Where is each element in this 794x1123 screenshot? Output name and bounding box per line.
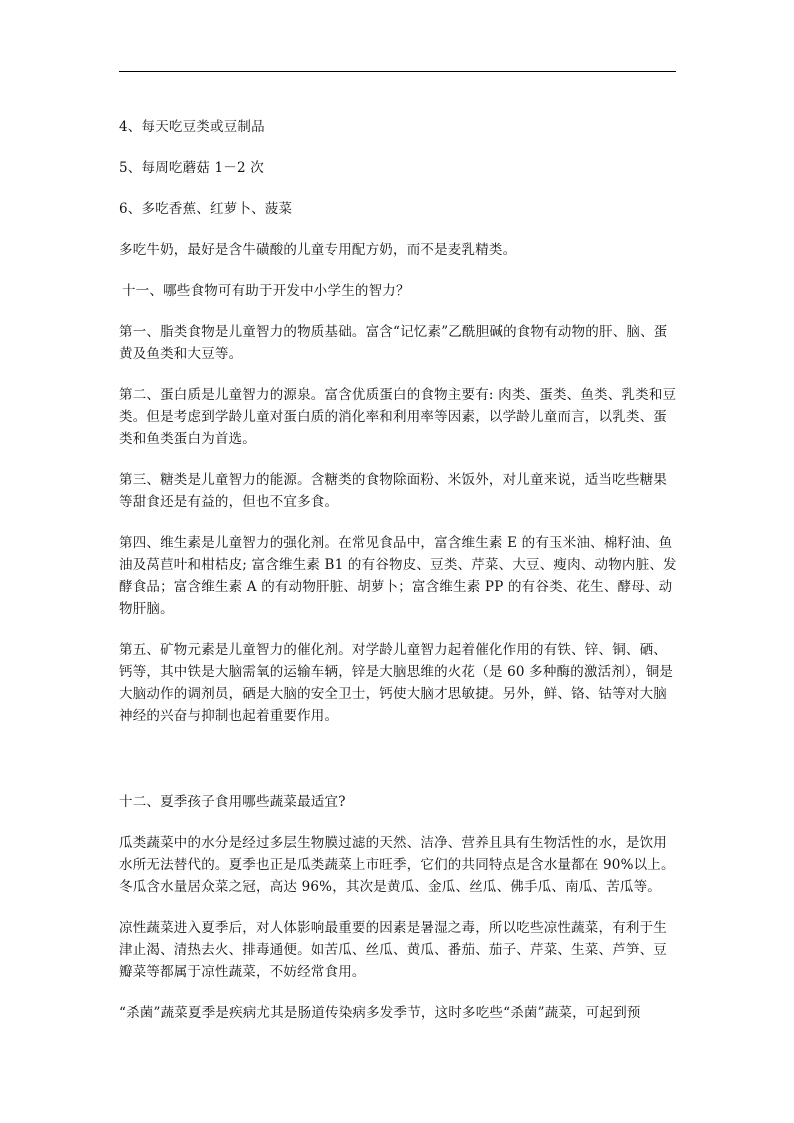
list-item-5: 5、每周吃蘑菇 1－2 次 bbox=[119, 160, 264, 176]
paragraph-vitamins: 第四、维生素是儿童智力的强化剂。在常见食品中，富含维生素 E 的有玉米油、棉籽油、鱼油及莴苣叶和柑桔皮; 富含维生素 B1 的有谷物皮、豆类、芹菜、大豆、瘦肉、动物内脏、发酵食品；富含维生素 A 的有动物肝脏、胡萝卜；富含维生素 PP 的有谷类、花生、酵母、动物肝脑。 bbox=[119, 535, 677, 617]
milk-advice-paragraph: 多吃牛奶，最好是含牛磺酸的儿童专用配方奶，而不是麦乳精类。 bbox=[119, 242, 517, 258]
paragraph-minerals: 第五、矿物元素是儿童智力的催化剂。对学龄儿童智力起着催化作用的有铁、锌、铜、硒、钙等，其中铁是大脑需氧的运输车辆，锌是大脑思维的火花（是 60 多种酶的激活剂），铜是大脑动作的调剂员，硒是大脑的安全卫士，钙使大脑才思敏捷。另外，鲜、铬、钴等对大脑神经的兴奋与抑制也起着重要作用。 bbox=[119, 642, 674, 724]
list-item-6: 6、多吃香蕉、红萝卜、菠菜 bbox=[119, 201, 293, 217]
paragraph-fats: 第一、脂类食物是儿童智力的物质基础。富含“记忆素”乙酰胆碱的食物有动物的肝、脑、蛋黄及鱼类和大豆等。 bbox=[119, 324, 668, 362]
list-item-4: 4、每天吃豆类或豆制品 bbox=[119, 119, 265, 135]
header-rule bbox=[119, 71, 676, 72]
document-body bbox=[119, 116, 677, 1043]
paragraph-antibacterial-vegetables: “杀菌”蔬菜夏季是疾病尤其是肠道传染病多发季节，这时多吃些“杀菌”蔬菜，可起到预 bbox=[119, 1005, 641, 1021]
paragraph-carbohydrates: 第三、糖类是儿童智力的能源。含糖类的食物除面粉、米饭外，对儿童来说，适当吃些糖果等甜食还是有益的，但也不宜多食。 bbox=[119, 472, 667, 510]
paragraph-protein: 第二、蛋白质是儿童智力的源泉。富含优质蛋白的食物主要有: 肉类、蛋类、鱼类、乳类和豆类。但是考虑到学龄儿童对蛋白质的消化率和利用率等因素，以学龄儿童而言，以乳类、蛋类和鱼类蛋白为首选。 bbox=[119, 387, 677, 447]
paragraph-melon-vegetables: 瓜类蔬菜中的水分是经过多层生物膜过滤的天然、洁净、营养且具有生物活性的水，是饮用水所无法替代的。夏季也正是瓜类蔬菜上市旺季，它们的共同特点是含水量都在 90%以上。冬瓜含水量居众菜之冠，高达 96%，其次是黄瓜、金瓜、丝瓜、佛手瓜、南瓜、苦瓜等。 bbox=[119, 835, 675, 895]
section-heading-12: 十二、夏季孩子食用哪些蔬菜最适宜? bbox=[119, 794, 346, 810]
paragraph-cooling-vegetables: 凉性蔬菜进入夏季后，对人体影响最重要的因素是暑湿之毒，所以吃些凉性蔬菜，有利于生津止渴、清热去火、排毒通便。如苦瓜、丝瓜、黄瓜、番茄、茄子、芹菜、生菜、芦笋、豆瓣菜等都属于凉性蔬菜，不妨经常食用。 bbox=[119, 920, 667, 980]
section-heading-11: 十一、哪些食物可有助于开发中小学生的智力？ bbox=[122, 283, 410, 299]
